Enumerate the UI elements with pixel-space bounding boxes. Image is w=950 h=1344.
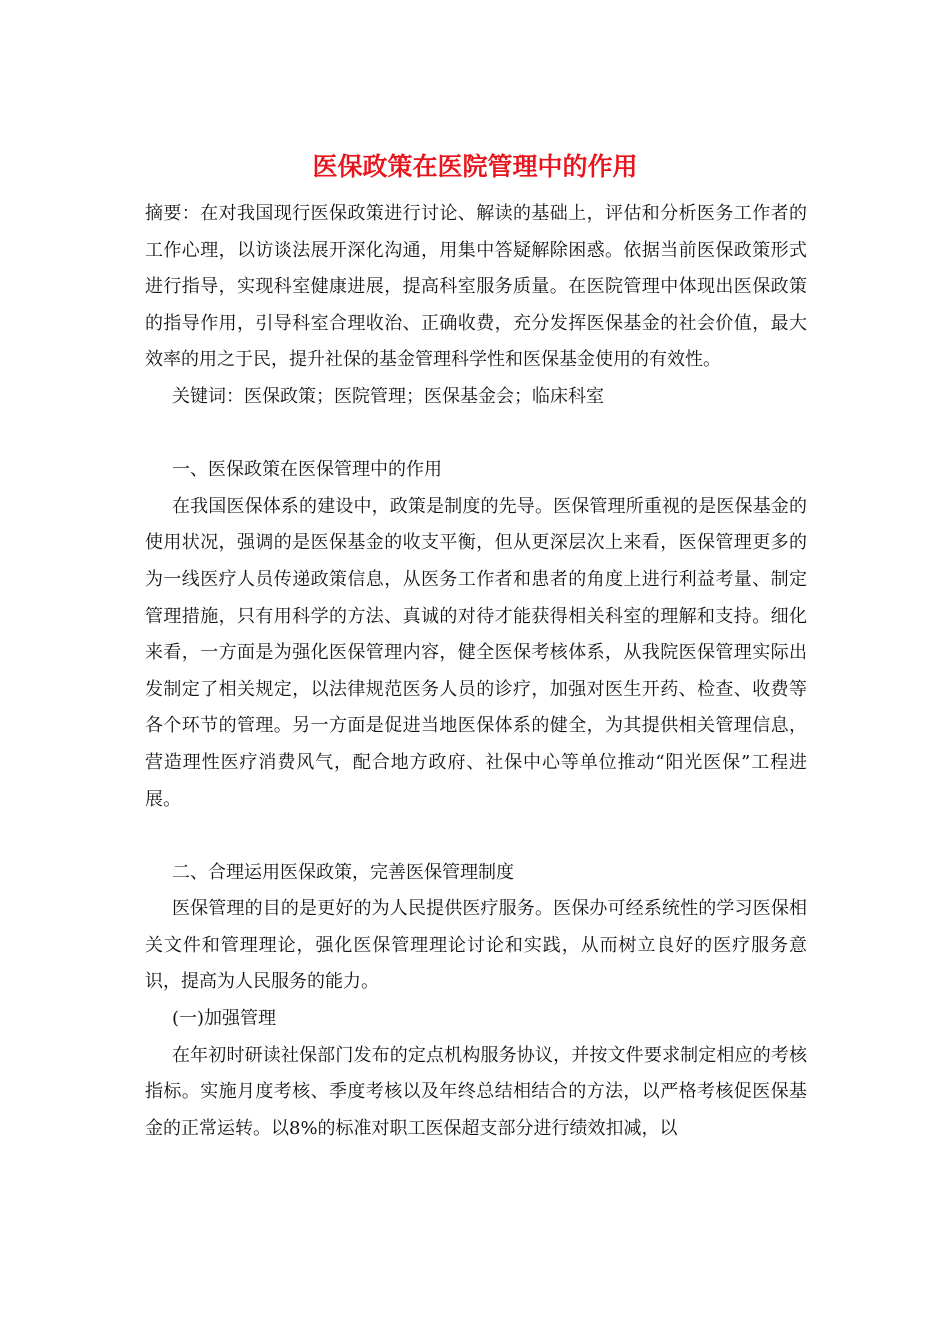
subsection-paragraph: 在年初时研读社保部门发布的定点机构服务协议，并按文件要求制定相应的考核指标。实施月度考核、季度考核以及年终总结相结合的方法，以严格考核促医保基金的正常运转。以8%的标准对职工医保超支部分进行绩效扣减，以	[145, 1044, 807, 1139]
abstract-paragraph: 摘要：在对我国现行医保政策进行讨论、解读的基础上，评估和分析医务工作者的工作心理，以访谈法展开深化沟通，用集中答疑解除困惑。依据当前医保政策形式进行指导，实现科室健康进展，提高科室服务质量。在医院管理中体现出医保政策的指导作用，引导科室合理收治、正确收费，充分发挥医保基金的社会价值，最大效率的用之于民，提升社保的基金管理科学性和医保基金使用的有效性。	[145, 203, 807, 371]
section-1-heading: 一、医保政策在医保管理中的作用	[172, 459, 442, 481]
document-title: 医保政策在医院管理中的作用	[312, 152, 638, 181]
section-1-paragraph: 在我国医保体系的建设中，政策是制度的先导。医保管理所重视的是医保基金的使用状况，强调的是医保基金的收支平衡，但从更深层次上来看，医保管理更多的为一线医疗人员传递政策信息，从医务工作者和患者的角度上进行利益考量、制定管理措施，只有用科学的方法、真诚的对待才能获得相关科室的理解和支持。细化来看，一方面是为强化医保管理内容，健全医保考核体系，从我院医保管理实际出发制定了相关规定，以法律规范医务人员的诊疗，加强对医生开药、检查、收费等各个环节的管理。另一方面是促进当地医保体系的健全，为其提供相关管理信息，营造理性医疗消费风气，配合地方政府、社保中心等单位推动“阳光医保”工程进展。	[145, 495, 807, 810]
blank-line	[145, 416, 807, 453]
blank-line	[145, 818, 807, 855]
section-2-paragraph: 医保管理的目的是更好的为人民提供医疗服务。医保办可经系统性的学习医保相关文件和管理理论，强化医保管理理论讨论和实践，从而树立良好的医疗服务意识，提高为人民服务的能力。	[145, 898, 807, 993]
document-body	[145, 196, 807, 1147]
subsection-heading: (一)加强管理	[172, 1008, 277, 1030]
section-2-heading: 二、合理运用医保政策，完善医保管理制度	[172, 861, 514, 883]
keywords-paragraph: 关键词：医保政策；医院管理；医保基金会；临床科室	[172, 385, 604, 407]
